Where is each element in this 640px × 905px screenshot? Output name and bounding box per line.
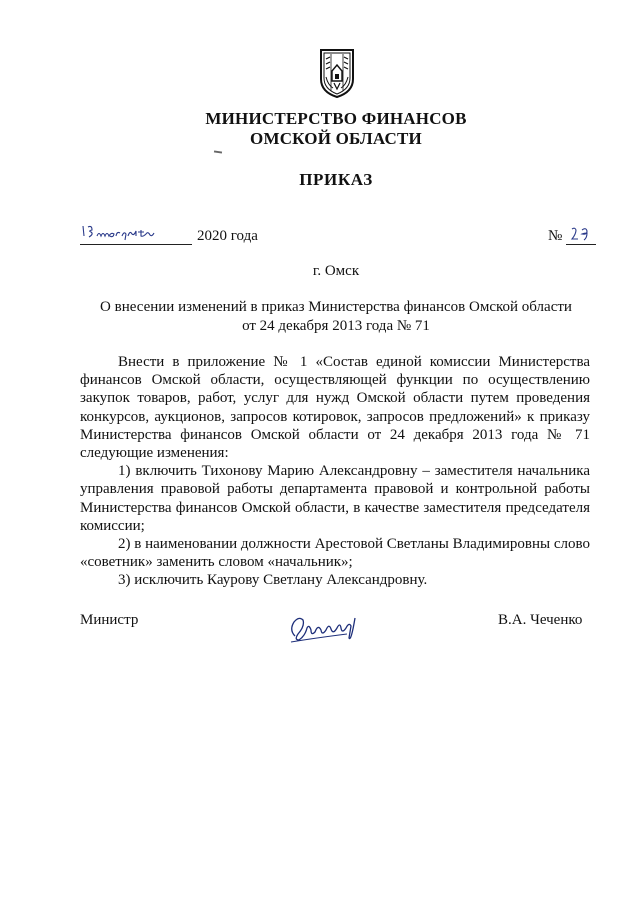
signatory-position: Министр	[80, 612, 139, 628]
ministry-name-line1: МИНИСТЕРСТВО ФИНАНСОВ	[205, 109, 467, 128]
order-subject	[60, 298, 612, 336]
body-item-2: 2) в наименовании должности Арестовой Светланы Владимировны слово «советник» заменить словом «начальник»;	[80, 536, 590, 571]
city: г. Омск	[312, 263, 360, 279]
signatory-name: В.А. Чеченко	[498, 612, 583, 628]
ministry-name	[0, 109, 640, 149]
date-year: 2020 года	[197, 228, 258, 244]
handwritten-number-icon	[570, 224, 592, 244]
handwritten-number-field	[566, 228, 596, 245]
subject-line2: от 24 декабря 2013 года № 71	[242, 318, 430, 334]
stray-mark	[214, 150, 222, 153]
order-body	[80, 353, 590, 590]
handwritten-signature-icon	[285, 608, 363, 650]
document-type-title: ПРИКАЗ	[299, 170, 373, 189]
subject-line1: О внесении изменений в приказ Министерства финансов Омской области	[100, 299, 572, 315]
body-item-3: 3) исключить Каурову Светлану Александровну.	[118, 572, 428, 589]
handwritten-date-icon	[80, 222, 160, 242]
ministry-name-line2: ОМСКОЙ ОБЛАСТИ	[250, 129, 422, 148]
order-date	[80, 228, 258, 245]
body-intro: Внести в приложение № 1 «Состав единой комиссии Министерства финансов Омской области, осуществляющей функции по осуществлению закупок товаров, работ, услуг для нужд Омской области путем проведения конкурсов, аукционов, запросов котировок, запросов предложений» к приказу Министерства финансов Омской области от 24 декабря 2013 года № 71 следующие изменения:	[80, 354, 590, 462]
order-number	[548, 228, 596, 245]
body-item-1: 1) включить Тихонову Марию Александровну – заместителя начальника управления правовой работы департамента правовой и контрольной работы Министерства финансов Омской области, в качестве заместителя председателя комиссии;	[80, 463, 590, 534]
coat-of-arms-icon	[319, 47, 355, 99]
handwritten-date-field	[80, 228, 192, 245]
number-label: №	[548, 228, 563, 244]
